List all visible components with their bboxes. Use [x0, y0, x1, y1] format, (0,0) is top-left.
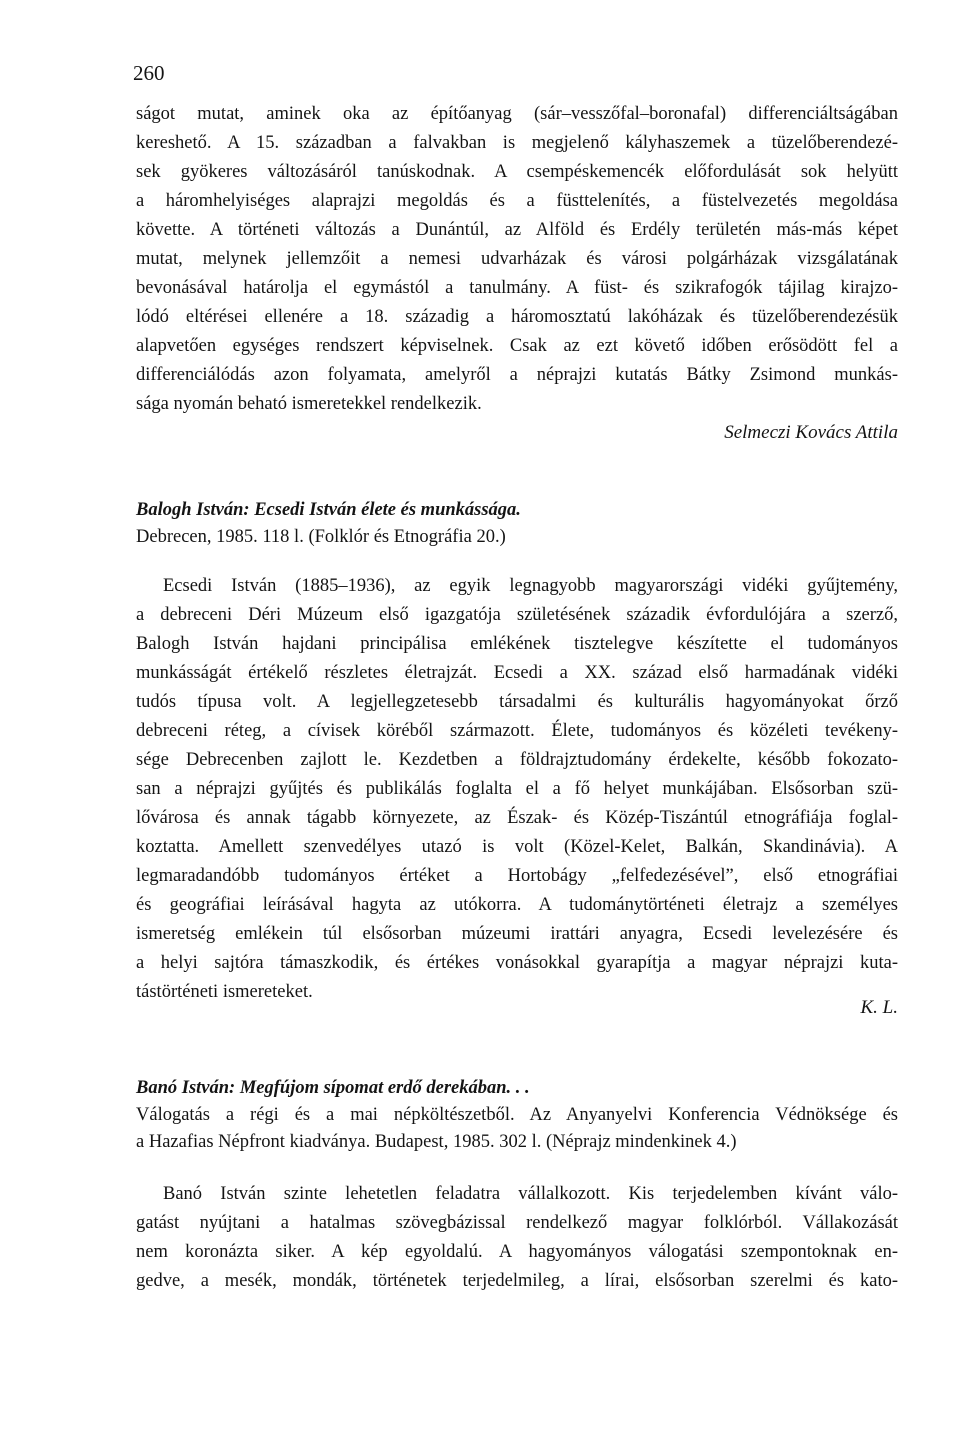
paragraph-line: tástörténeti ismereteket. — [136, 982, 313, 1002]
review-heading — [136, 1075, 898, 1156]
paragraph-line: követte. A történeti változás a Dunántúl, az Alföld és Erdély területén más-más képet — [136, 220, 898, 240]
paragraph-line: san a néprajzi gyűjtés és publikálás foglalta el a fő helyet munkájában. Elsősorban szü- — [136, 779, 898, 799]
book-details: Válogatás a régi és a mai népköltészetből. Az Anyanyelvi Konferencia Védnöksége és — [136, 1105, 898, 1125]
paragraph-line: lódó eltérései ellenére a 18. századig a háromosztatú lakóházak és tüzelőberendezésük — [136, 307, 898, 327]
paragraph-line: sága nyomán beható ismeretekkel rendelkezik. — [136, 394, 482, 414]
paragraph-line: bevonásával határolja el egymástól a tanulmány. A füst- és szikrafogók tájilag kirajzo- — [136, 278, 898, 298]
author-signature: K. L. — [860, 997, 898, 1018]
paragraph-line: sek gyökeres változásáról tanúskodnak. A csempéskemencék előfordulását sok helyütt — [136, 162, 898, 182]
book-title: Balogh István: Ecsedi István élete és munkássága. — [136, 500, 521, 520]
paragraph-line: koztatta. Amellett szenvedélyes utazó is volt (Közel-Kelet, Balkán, Skandinávia). A — [136, 837, 898, 857]
paragraph-line: nem koronázta siker. A kép egyoldalú. A hagyományos válogatási szempontoknak en- — [136, 1242, 898, 1262]
review-paragraph — [136, 1180, 898, 1296]
paragraph-line: Banó István szinte lehetetlen feladatra vállalkozott. Kis terjedelemben kívánt válo- — [163, 1184, 898, 1204]
review-heading — [136, 497, 898, 551]
paragraph-line: differenciálódás azon folyamata, amelyről a néprajzi kutatás Bátky Zsimond munkás- — [136, 365, 898, 385]
page-number: 260 — [133, 61, 165, 85]
author-signature: Selmeczi Kovács Attila — [724, 422, 898, 443]
paragraph-line: gedve, a mesék, mondák, történetek terjedelmileg, a lírai, elsősorban szerelmi és kato- — [136, 1271, 898, 1291]
paragraph-line: tudós típusa volt. A legjellegzetesebb társadalmi és kulturális hagyományokat őrző — [136, 692, 898, 712]
paragraph-line: a helyi sajtóra támaszkodik, és értékes vonásokkal gyarapítja a magyar néprajzi kuta- — [136, 953, 898, 973]
paragraph-line: lővárosa és annak tágabb környezete, az Észak- és Közép-Tiszántúl etnográfiája foglal- — [136, 808, 898, 828]
book-details: a Hazafias Népfront kiadványa. Budapest, 1985. 302 l. (Néprajz mindenkinek 4.) — [136, 1132, 737, 1152]
paragraph-line: Balogh István hajdani principálisa emlékének tisztelegve készítette el tudományos — [136, 634, 898, 654]
paragraph-line: Ecsedi István (1885–1936), az egyik legnagyobb magyarországi vidéki gyűjtemény, — [163, 576, 898, 596]
paragraph-line: mutat, melynek jellemzőit a nemesi udvarházak és városi polgárházak vizsgálatának — [136, 249, 898, 269]
book-title: Banó István: Megfújom sípomat erdő derekában. . . — [136, 1078, 530, 1098]
paragraph-line: a debreceni Déri Múzeum első igazgatója születésének századik évfordulójára a szerző, — [136, 605, 898, 625]
paragraph-line: sége Debrecenben zajlott le. Kezdetben a földrajztudomány érdekelte, később fokozato- — [136, 750, 898, 770]
paragraph-line: alapvetően egységes rendszert képviselnek. Csak az ezt követő időben erősödött fel a — [136, 336, 898, 356]
paragraph-line: munkásságát értékelő részletes életrajzát. Ecsedi a XX. század első harmadának vidéki — [136, 663, 898, 683]
paragraph-line: ságot mutat, aminek oka az építőanyag (sár–vesszőfal–boronafal) differenciáltságában — [136, 104, 898, 124]
paragraph-line: gatást nyújtani a hatalmas szövegbázissal rendelkező magyar folklórból. Vállakozását — [136, 1213, 898, 1233]
paragraph-line: és geográfiai leírásával hagyta az utókorra. A tudománytörténeti életrajz a személyes — [136, 895, 898, 915]
paragraph-line: a háromhelyiséges alaprajzi megoldás és a füsttelenítés, a füstelvezetés megoldása — [136, 191, 898, 211]
paragraph-line: ismeretség emlékein túl elsősorban múzeumi irattári anyagra, Ecsedi levelezésére és — [136, 924, 898, 944]
intro-paragraph — [136, 100, 898, 419]
book-details: Debrecen, 1985. 118 l. (Folklór és Etnográfia 20.) — [136, 527, 506, 547]
paragraph-line: debreceni réteg, a cívisek köréből származott. Élete, tudományos és közéleti tevékeny- — [136, 721, 898, 741]
paragraph-line: legmaradandóbb tudományos értéket a Hortobágy „felfedezésével”, első etnográfiai — [136, 866, 898, 886]
review-paragraph — [136, 572, 898, 1007]
paragraph-line: kereshető. A 15. században a falvakban is megjelenő kályhaszemek a tüzelőberendezé- — [136, 133, 898, 153]
